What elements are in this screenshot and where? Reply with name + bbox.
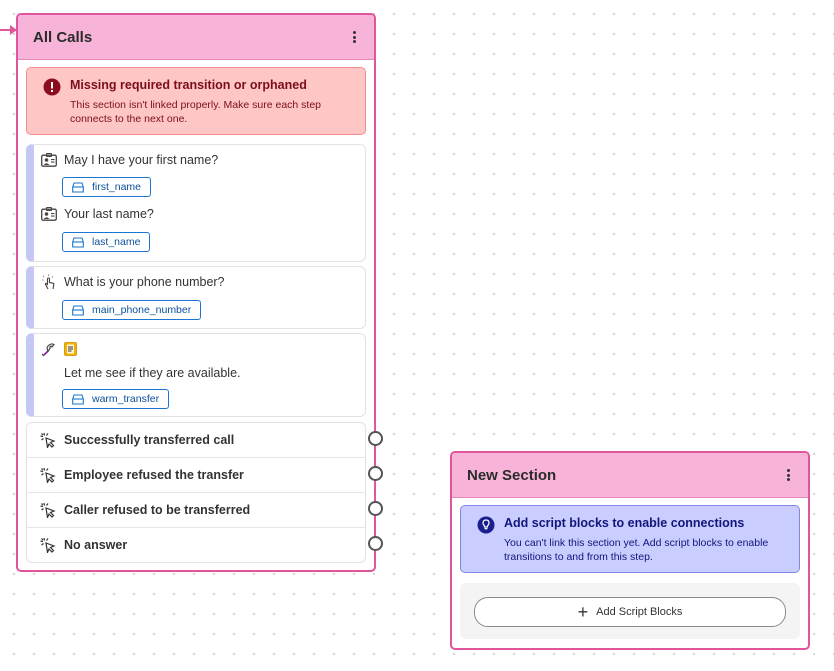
outcome-port[interactable]	[368, 536, 383, 551]
section-all-calls[interactable]	[16, 13, 376, 572]
outcome-list	[26, 422, 366, 563]
script-block-phone[interactable]	[26, 266, 366, 329]
step-line	[40, 147, 365, 173]
outcome-transferred[interactable]	[27, 423, 365, 457]
step-line	[40, 269, 365, 295]
variable-label: warm_transfer	[92, 393, 160, 405]
database-icon	[72, 305, 84, 316]
outcome-no-answer[interactable]	[27, 527, 365, 562]
variable-chip-warm-transfer[interactable]	[62, 389, 169, 409]
outcome-label: No answer	[64, 538, 128, 552]
step-line	[40, 336, 365, 362]
outcome-label: Successfully transferred call	[64, 433, 235, 447]
add-script-blocks-button[interactable]	[474, 597, 786, 627]
variable-label: first_name	[92, 181, 142, 193]
clipboard-icon	[64, 342, 77, 356]
plus-icon: +	[577, 602, 589, 622]
more-options-icon[interactable]	[782, 467, 794, 483]
script-block-name[interactable]	[26, 144, 366, 262]
more-options-icon[interactable]	[348, 29, 360, 45]
info-alert	[460, 505, 800, 573]
variable-chip-phone[interactable]	[62, 300, 201, 320]
script-block-transfer[interactable]	[26, 333, 366, 417]
outcome-label: Caller refused to be transferred	[64, 503, 251, 517]
click-icon	[40, 537, 56, 553]
variable-label: last_name	[92, 236, 141, 248]
click-icon	[40, 432, 56, 448]
section-header	[452, 453, 808, 498]
error-alert	[26, 67, 366, 135]
lightbulb-icon	[477, 516, 495, 534]
outcome-port[interactable]	[368, 501, 383, 516]
step-prompt: What is your phone number?	[64, 275, 225, 289]
alert-body: You can't link this section yet. Add script blocks to enable transitions to and from this step.	[504, 537, 769, 563]
step-line	[40, 362, 365, 384]
error-icon	[43, 78, 61, 96]
outcome-port[interactable]	[368, 431, 383, 446]
phone-transfer-icon	[40, 340, 58, 358]
section-header	[18, 15, 374, 60]
step-line	[40, 201, 365, 227]
database-icon	[72, 394, 84, 405]
add-button-label: Add Script Blocks	[596, 606, 683, 618]
outcome-employee-refused[interactable]	[27, 457, 365, 492]
contact-card-icon	[40, 151, 58, 169]
step-prompt: Your last name?	[64, 207, 154, 221]
step-prompt: May I have your first name?	[64, 153, 219, 167]
touch-tap-icon	[40, 273, 58, 291]
alert-body: This section isn't linked properly. Make sure each step connects to the next one.	[70, 99, 322, 125]
alert-title: Missing required transition or orphaned	[70, 78, 307, 92]
variable-label: main_phone_number	[92, 304, 192, 316]
section-title: New Section	[467, 466, 557, 484]
variable-chip-last-name[interactable]	[62, 232, 150, 252]
section-title: All Calls	[33, 28, 93, 46]
database-icon	[72, 237, 84, 248]
database-icon	[72, 182, 84, 193]
click-icon	[40, 502, 56, 518]
variable-chip-first-name[interactable]	[62, 177, 151, 197]
contact-card-icon	[40, 205, 58, 223]
outcome-port[interactable]	[368, 466, 383, 481]
alert-title: Add script blocks to enable connections	[504, 516, 745, 530]
step-prompt: Let me see if they are available.	[64, 366, 241, 380]
add-blocks-area	[460, 583, 800, 639]
section-new[interactable]	[450, 451, 810, 650]
outcome-caller-refused[interactable]	[27, 492, 365, 527]
outcome-label: Employee refused the transfer	[64, 468, 244, 482]
click-icon	[40, 467, 56, 483]
